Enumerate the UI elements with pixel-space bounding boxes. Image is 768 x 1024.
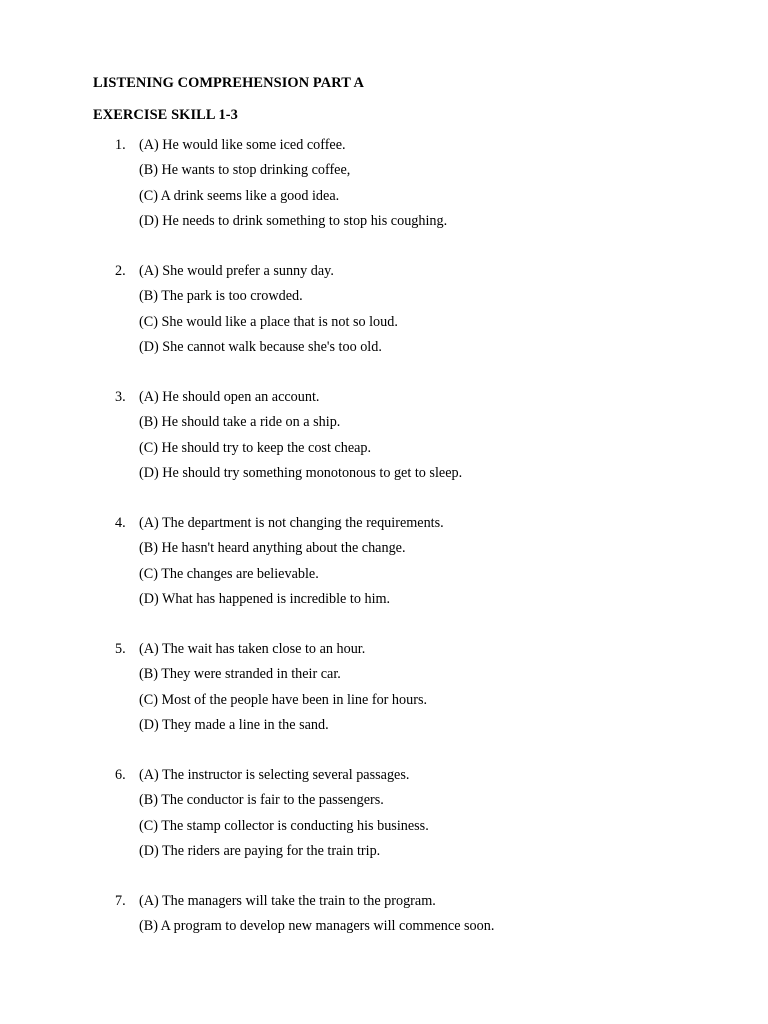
option-c: (C) Most of the people have been in line for hours. [139, 691, 428, 708]
question-3 [0, 385, 768, 486]
question-number: 2. [115, 263, 126, 279]
option-d: (D) They made a line in the sand. [139, 716, 329, 733]
option-b: (B) The park is too crowded. [139, 288, 303, 305]
option-d: (D) He needs to drink something to stop his coughing. [139, 212, 448, 229]
option-b: (B) He should take a ride on a ship. [139, 414, 341, 431]
question-2 [0, 259, 768, 360]
option-c: (C) The stamp collector is conducting his business. [139, 817, 429, 834]
option-a: (A) The wait has taken close to an hour. [139, 641, 366, 657]
option-a: (A) The managers will take the train to the program. [139, 893, 436, 909]
option-b: (B) The conductor is fair to the passengers. [139, 792, 384, 809]
question-5 [0, 637, 768, 738]
question-number: 1. [115, 137, 126, 153]
option-c: (C) She would like a place that is not so loud. [139, 313, 398, 330]
question-number: 3. [115, 389, 126, 405]
option-d: (D) He should try something monotonous to get to sleep. [139, 464, 463, 481]
option-b: (B) They were stranded in their car. [139, 666, 341, 683]
question-number: 5. [115, 641, 126, 657]
option-a: (A) He would like some iced coffee. [139, 137, 346, 153]
question-1 [0, 133, 768, 234]
question-number: 4. [115, 515, 126, 531]
option-d: (D) What has happened is incredible to him. [139, 590, 391, 607]
question-4 [0, 511, 768, 612]
option-a: (A) She would prefer a sunny day. [139, 263, 334, 279]
option-c: (C) He should try to keep the cost cheap. [139, 439, 372, 456]
option-c: (C) The changes are believable. [139, 565, 319, 582]
option-a: (A) He should open an account. [139, 389, 320, 405]
question-6 [0, 763, 768, 864]
option-c: (C) A drink seems like a good idea. [139, 187, 340, 204]
option-d: (D) She cannot walk because she's too old. [139, 338, 382, 355]
question-number: 7. [115, 893, 126, 909]
question-number: 6. [115, 767, 126, 783]
option-b: (B) A program to develop new managers will commence soon. [139, 918, 495, 935]
option-a: (A) The department is not changing the requirements. [139, 515, 444, 531]
option-d: (D) The riders are paying for the train trip. [139, 842, 381, 859]
question-7 [0, 889, 768, 940]
option-b: (B) He wants to stop drinking coffee, [139, 162, 351, 179]
option-a: (A) The instructor is selecting several passages. [139, 767, 410, 783]
option-b: (B) He hasn't heard anything about the change. [139, 540, 406, 557]
page-title: LISTENING COMPREHENSION PART A [93, 75, 365, 91]
exercise-title: EXERCISE SKILL 1-3 [93, 107, 238, 123]
